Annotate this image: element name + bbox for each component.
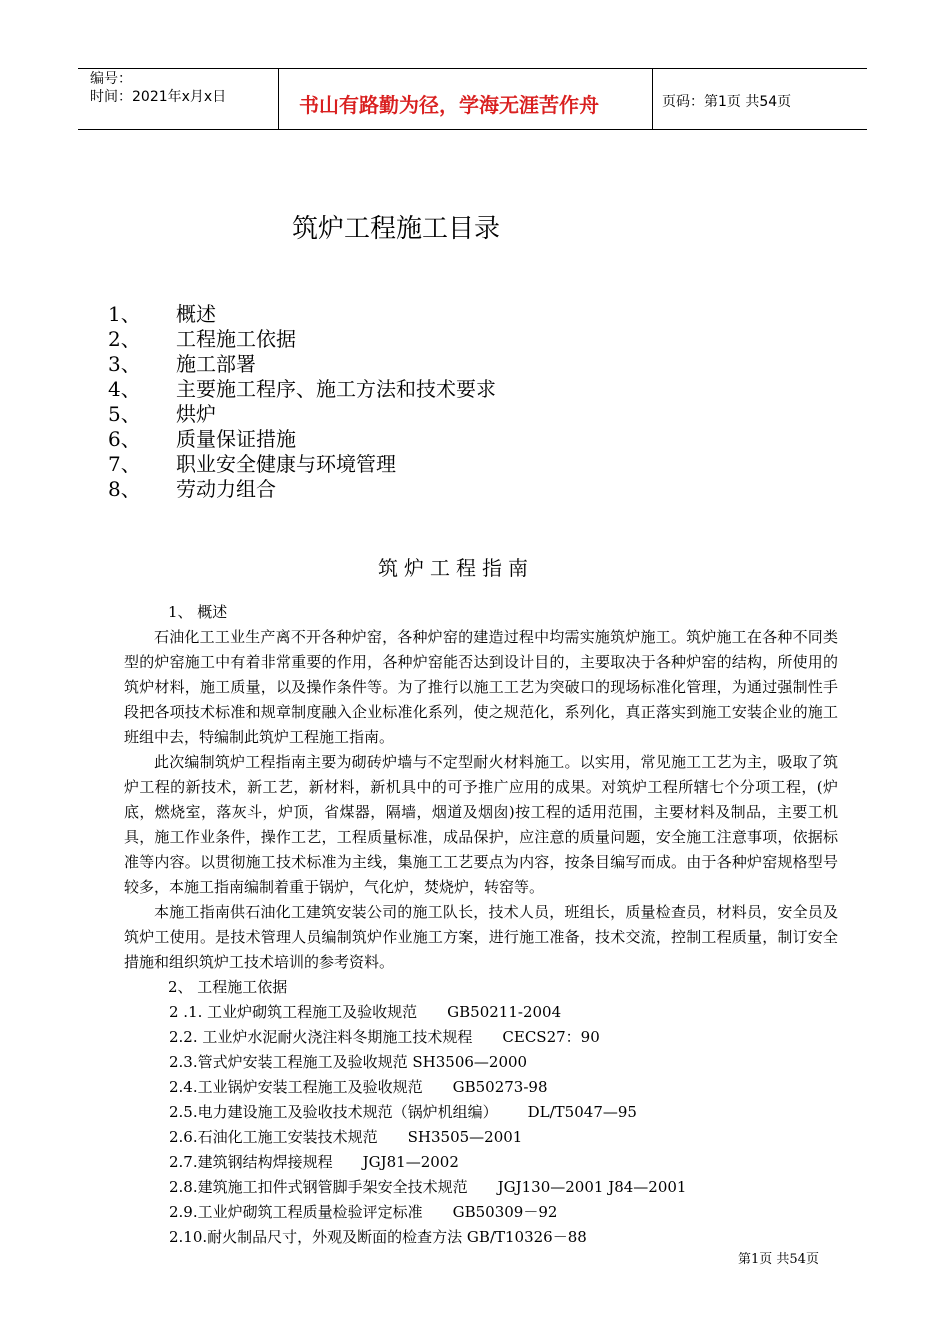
toc-text: 主要施工程序、施工方法和技术要求 (176, 377, 496, 401)
header-page-cell (653, 69, 867, 129)
page-header (78, 68, 867, 130)
reference-code: DL/T5047—95 (527, 1103, 637, 1121)
toc-number: 4、 (108, 377, 141, 401)
reference-title: 2.2. 工业炉水泥耐火浇注料冬期施工技术规程 (169, 1028, 473, 1046)
reference-title: 2.5.电力建设施工及验收技术规范（锅炉机组编） (169, 1103, 498, 1121)
toc-text: 职业安全健康与环境管理 (176, 452, 396, 476)
toc-number: 7、 (108, 452, 141, 476)
header-page-info: 页码：第1页 共54页 (662, 94, 792, 110)
reference-title: 2.7.建筑钢结构焊接规程 (169, 1153, 333, 1171)
reference-item (124, 1125, 838, 1150)
reference-code: JGJ130—2001 J84—2001 (497, 1178, 687, 1196)
reference-item (124, 1075, 838, 1100)
paragraph: 此次编制筑炉工程指南主要为砌砖炉墙与不定型耐火材料施工。以实用，常见施工工艺为主，吸取了筑炉工程的新技术，新工艺，新材料，新机具中的可予推广应用的成果。对筑炉工程所辖七个分项工程，(炉底，燃烧室，落灰斗，炉顶，省煤器，隔墙，烟道及烟囱)按工程的适用范围，主要材料及制品，主要工机具，施工作业条件，操作工艺，工程质量标准，成品保护，应注意的质量问题，安全施工注意事项，依据标准等内容。以贯彻施工技术标准为主线，集施工工艺要点为内容，按条目编写而成。由于各种炉窑规格型号较多，本施工指南编制着重于锅炉，气化炉，焚烧炉，转窑等。 (124, 753, 838, 896)
toc-text: 概述 (176, 302, 216, 326)
header-date-label: 时间：2021年x月x日 (90, 89, 227, 105)
reference-title: 2.6.石油化工施工安装技术规范 (169, 1128, 378, 1146)
header-motto-cell (279, 69, 653, 129)
toc-number: 5、 (108, 402, 141, 426)
toc-text: 工程施工依据 (176, 327, 296, 351)
reference-item (124, 1175, 838, 1200)
toc-number: 8、 (108, 477, 141, 501)
reference-title: 2.3.管式炉安装工程施工及验收规范 SH3506—2000 (169, 1053, 528, 1071)
section-heading-overview: 1、 概述 (168, 603, 228, 621)
page-footer: 第1页 共54页 (738, 1252, 819, 1267)
toc-number: 1、 (108, 302, 141, 326)
toc-number: 2、 (108, 327, 141, 351)
reference-item (124, 1050, 838, 1075)
paragraph: 石油化工工业生产离不开各种炉窑，各种炉窑的建造过程中均需实施筑炉施工。筑炉施工在各种不同类型的炉窑施工中有着非常重要的作用，各种炉窑能否达到设计目的，主要取决于各种炉窑的结构，所使用的筑炉材料，施工质量，以及操作条件等。为了推行以施工工艺为突破口的现场标准化管理，为通过强制性手段把各项技术标准和规章制度融入企业标准化系列，使之规范化，系列化，真正落实到施工安装企业的施工班组中去，特编制此筑炉工程施工指南。 (124, 628, 838, 746)
reference-item (124, 1150, 838, 1175)
paragraph: 本施工指南供石油化工建筑安装公司的施工队长，技术人员，班组长，质量检查员，材料员，安全员及筑炉工使用。是技术管理人员编制筑炉作业施工方案，进行施工准备，技术交流，控制工程质量，制订安全措施和组织筑炉工技术培训的参考资料。 (124, 903, 838, 971)
reference-title: 2.4.工业锅炉安装工程施工及验收规范 (169, 1078, 423, 1096)
reference-code: GB50211-2004 (447, 1003, 562, 1021)
header-meta-cell (78, 69, 279, 129)
reference-title: 2.9.工业炉砌筑工程质量检验评定标准 (169, 1203, 423, 1221)
toc-text: 劳动力组合 (176, 477, 276, 501)
reference-title: 2.10.耐火制品尺寸，外观及断面的检查方法 GB/T10326－88 (169, 1228, 587, 1246)
section-heading-basis: 2、 工程施工依据 (168, 978, 288, 996)
reference-item (124, 1225, 838, 1250)
reference-item (124, 1200, 838, 1225)
reference-code: JGJ81—2002 (362, 1153, 459, 1171)
reference-item (124, 1100, 838, 1125)
reference-item (124, 1000, 838, 1025)
document-body (124, 600, 838, 1250)
toc-text: 烘炉 (176, 402, 216, 426)
reference-code: CECS27：90 (502, 1028, 600, 1046)
reference-code: SH3505—2001 (407, 1128, 523, 1146)
toc-number: 3、 (108, 352, 141, 376)
header-code-label: 编号： (90, 71, 132, 87)
reference-list (124, 1000, 838, 1250)
reference-title: 2.8.建筑施工扣件式钢管脚手架安全技术规范 (169, 1178, 468, 1196)
reference-item (124, 1025, 838, 1050)
toc-number: 6、 (108, 427, 141, 451)
toc-text: 施工部署 (176, 352, 256, 376)
reference-title: 2 .1. 工业炉砌筑工程施工及验收规范 (169, 1003, 418, 1021)
reference-code: GB50309－92 (452, 1203, 558, 1221)
document-title: 筑炉工程施工目录 (292, 214, 501, 244)
toc-text: 质量保证措施 (176, 427, 296, 451)
reference-code: GB50273-98 (452, 1078, 548, 1096)
header-motto: 书山有路勤为径，学海无涯苦作舟 (299, 93, 599, 117)
guide-title: 筑炉工程指南 (378, 556, 534, 580)
